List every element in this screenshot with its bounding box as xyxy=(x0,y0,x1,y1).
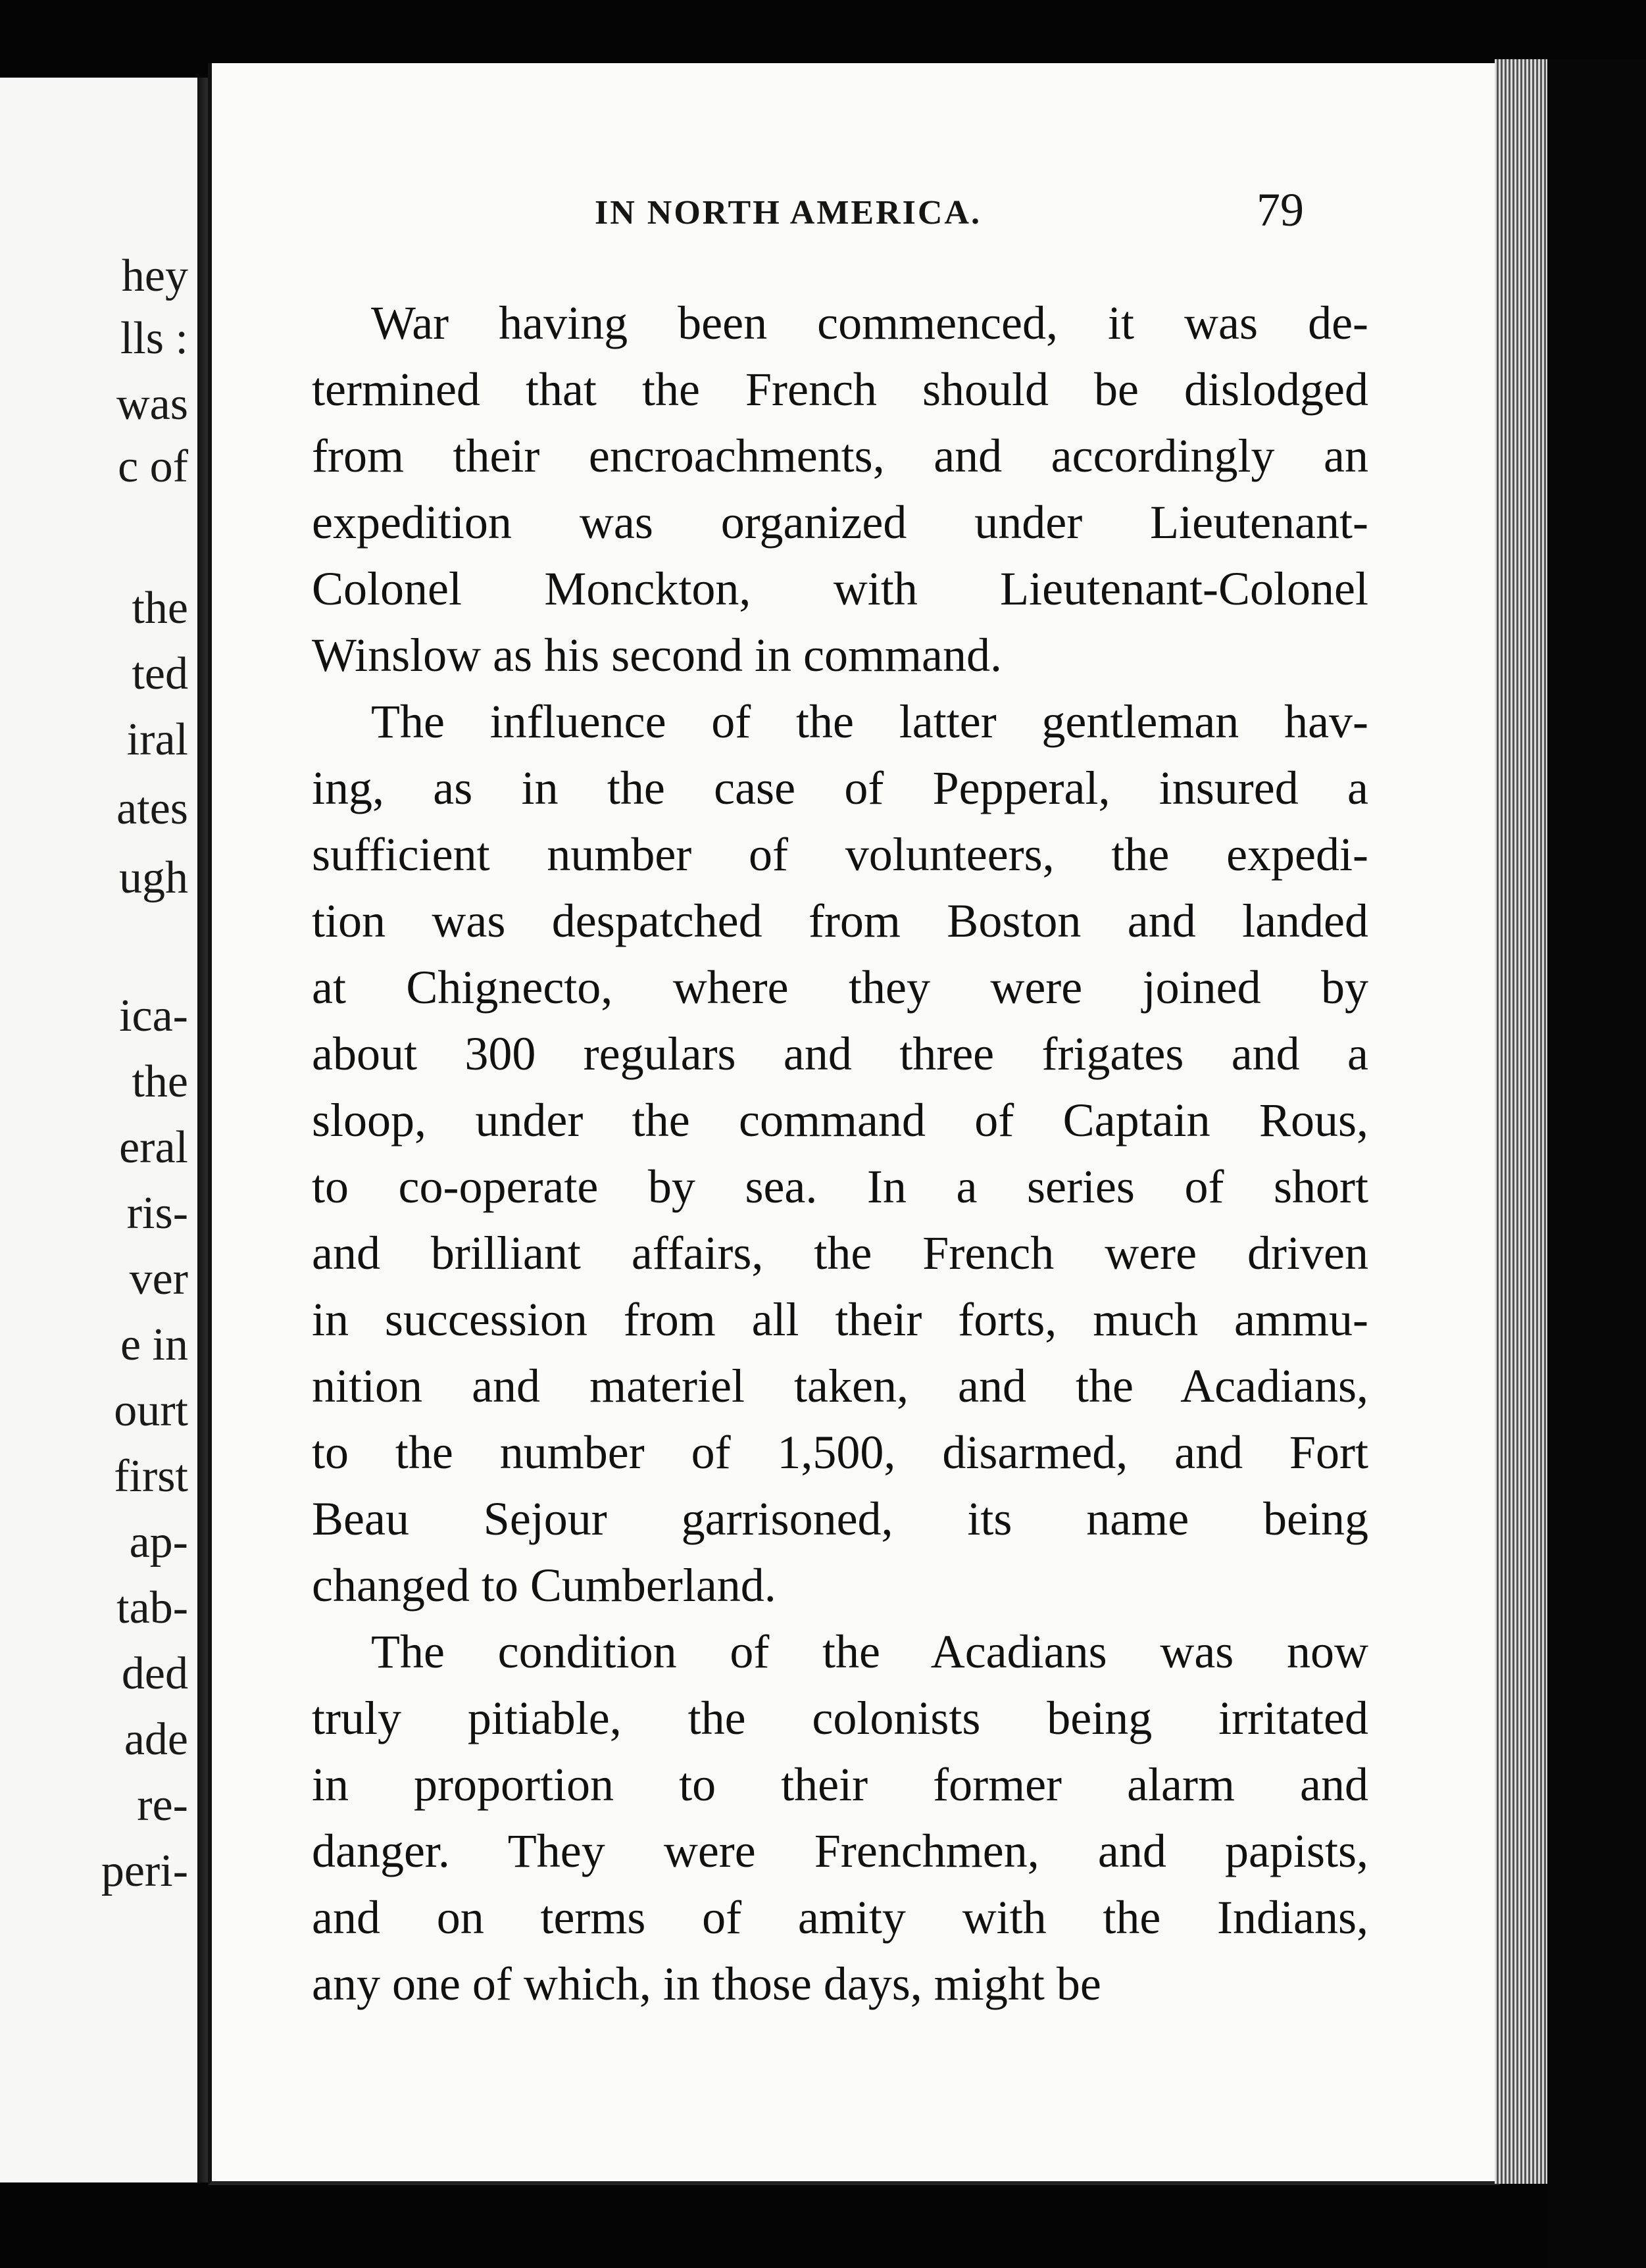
book-page xyxy=(208,63,1500,2185)
paragraph xyxy=(312,689,1368,1619)
text-line: Winslow as his second in command. xyxy=(312,629,1002,681)
left-page-fragment: ted xyxy=(132,649,188,699)
text-line: in proportion to their former alarm and xyxy=(312,1758,1368,1811)
left-page-fragment: ates xyxy=(116,783,188,834)
scan-border xyxy=(1547,59,1646,2268)
left-page-fragment: c of xyxy=(118,441,188,492)
text-line: The influence of the latter gentleman hav- xyxy=(371,695,1368,748)
paragraph xyxy=(312,1619,1368,2017)
left-page-fragment: ris- xyxy=(126,1188,188,1239)
left-page-fragment: first xyxy=(114,1451,188,1502)
text-line: and brilliant affairs, the French were driven xyxy=(312,1227,1368,1279)
text-line: at Chignecto, where they were joined by xyxy=(312,961,1368,1014)
left-page-fragment: lls : xyxy=(120,313,188,364)
text-line: to co-operate by sea. In a series of short xyxy=(312,1160,1368,1213)
text-line: to the number of 1,500, disarmed, and Fort xyxy=(312,1426,1368,1479)
text-line: tion was despatched from Boston and landed xyxy=(312,895,1368,947)
page-number: 79 xyxy=(1257,184,1304,236)
left-page-fragment: peri- xyxy=(101,1846,188,1896)
left-page-fragment: ourt xyxy=(114,1385,188,1436)
text-line: from their encroachments, and accordingly an xyxy=(312,430,1368,482)
text-line: termined that the French should be dislodged xyxy=(312,363,1368,416)
left-page-fragment: ugh xyxy=(119,852,188,903)
text-line: ing, as in the case of Pepperal, insured a xyxy=(312,762,1368,814)
left-page-fragment: the xyxy=(132,1056,188,1107)
text-line: truly pitiable, the colonists being irritated xyxy=(312,1692,1368,1744)
left-page-fragment: re- xyxy=(137,1780,188,1831)
left-page-fragment: the xyxy=(132,583,188,633)
text-line: changed to Cumberland. xyxy=(312,1559,776,1612)
left-page-fragment: e in xyxy=(120,1319,188,1370)
running-head: IN NORTH AMERICA. xyxy=(595,194,982,232)
text-line: about 300 regulars and three frigates and a xyxy=(312,1027,1368,1080)
text-line: Colonel Monckton, with Lieutenant-Colonel xyxy=(312,562,1368,615)
left-page-fragment: hey xyxy=(121,251,188,301)
text-line: in succession from all their forts, much ammu- xyxy=(312,1293,1368,1346)
left-page-fragment: tab- xyxy=(116,1583,188,1633)
text-line: danger. They were Frenchmen, and papists, xyxy=(312,1825,1368,1877)
previous-page-fragment xyxy=(0,78,204,2182)
text-line: any one of which, in those days, might be xyxy=(312,1958,1101,2010)
page-edges xyxy=(1495,59,1547,2184)
left-page-fragment: ver xyxy=(129,1254,188,1304)
left-page-fragment: iral xyxy=(126,714,188,765)
text-line: and on terms of amity with the Indians, xyxy=(312,1891,1368,1944)
paragraph xyxy=(312,290,1368,689)
left-page-fragment: was xyxy=(116,379,188,430)
text-line: expedition was organized under Lieutenant- xyxy=(312,496,1368,549)
left-page-fragment: ap- xyxy=(129,1517,188,1567)
left-page-fragment: ded xyxy=(121,1648,188,1699)
text-line: Beau Sejour garrisoned, its name being xyxy=(312,1492,1368,1545)
left-page-fragment: ade xyxy=(124,1714,188,1765)
left-page-fragment: eral xyxy=(119,1122,188,1173)
left-page-fragment: ica- xyxy=(119,991,188,1041)
body-text xyxy=(312,290,1368,2017)
text-line: sloop, under the command of Captain Rous, xyxy=(312,1094,1368,1146)
text-line: War having been commenced, it was de- xyxy=(371,297,1368,349)
text-line: The condition of the Acadians was now xyxy=(371,1625,1368,1678)
text-line: nition and materiel taken, and the Acadians, xyxy=(312,1360,1368,1412)
text-line: sufficient number of volunteers, the expedi- xyxy=(312,828,1368,881)
